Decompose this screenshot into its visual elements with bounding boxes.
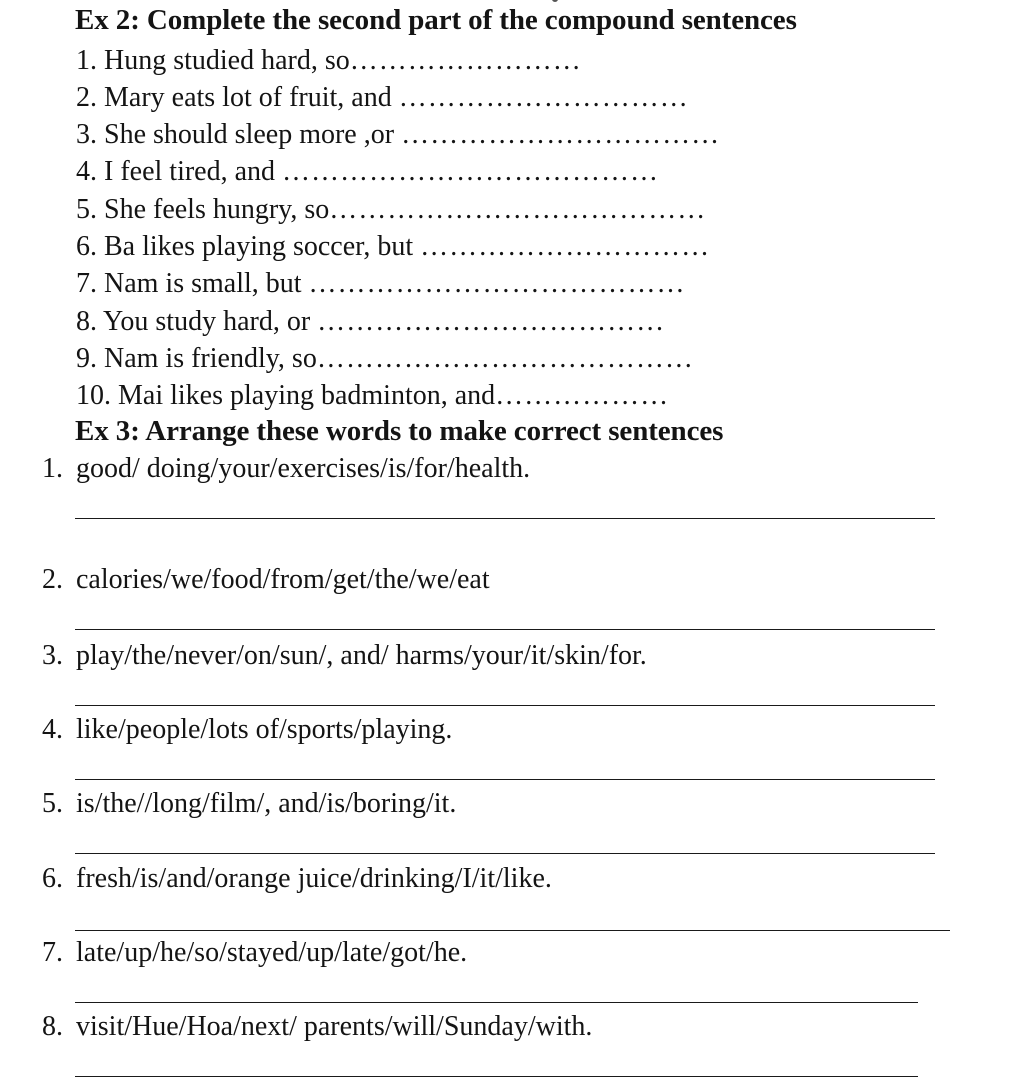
item-text: calories/we/food/from/get/the/we/eat: [76, 564, 490, 595]
compound-item-8: [76, 305, 665, 339]
item-text: She should sleep more ,or: [104, 119, 402, 150]
compound-item-9: [76, 342, 694, 376]
answer-line-6[interactable]: [75, 930, 950, 931]
answer-dots[interactable]: …………………………………: [329, 194, 707, 225]
item-text: late/up/he/so/stayed/up/late/got/he.: [76, 937, 468, 968]
item-number: 1.: [42, 453, 63, 484]
item-text: You study hard, or: [102, 306, 318, 337]
item-number: 8.: [42, 1011, 63, 1042]
ex3-heading: Ex 3: Arrange these words to make correct sentences: [75, 415, 724, 447]
arrange-item-1: [42, 452, 530, 486]
answer-line-7[interactable]: [75, 1002, 918, 1003]
arrange-item-7: [42, 936, 467, 970]
item-text: visit/Hue/Hoa/next/ parents/will/Sunday/with.: [76, 1011, 593, 1042]
item-text: Mary eats lot of fruit, and: [104, 82, 399, 113]
item-number: 4.: [42, 714, 63, 745]
item-text: is/the//long/film/, and/is/boring/it.: [76, 788, 457, 819]
answer-line-5[interactable]: [75, 853, 935, 854]
item-number: 2.: [76, 82, 97, 113]
answer-line-8[interactable]: [75, 1076, 918, 1077]
decorative-dot: [552, 0, 558, 2]
item-number: 2.: [42, 564, 63, 595]
answer-dots[interactable]: …………………………: [398, 82, 689, 113]
item-text: Ba likes playing soccer, but: [104, 231, 421, 262]
item-number: 3.: [42, 640, 63, 671]
answer-line-3[interactable]: [75, 705, 935, 706]
item-text: play/the/never/on/sun/, and/ harms/your/it/skin/for.: [76, 640, 647, 671]
compound-item-7: [76, 267, 686, 301]
compound-item-5: [76, 193, 706, 227]
compound-item-4: [76, 155, 659, 189]
item-text: Hung studied hard, so: [104, 45, 350, 76]
answer-dots[interactable]: …………………………: [420, 231, 711, 262]
compound-item-6: [76, 230, 710, 264]
item-text: good/ doing/your/exercises/is/for/health.: [76, 453, 531, 484]
item-number: 7.: [42, 937, 63, 968]
answer-dots[interactable]: ……………………………: [401, 119, 721, 150]
item-number: 6.: [42, 863, 63, 894]
item-number: 7.: [76, 268, 97, 299]
ex2-heading: Ex 2: Complete the second part of the compound sentences: [75, 4, 797, 36]
item-text: fresh/is/and/orange juice/drinking/I/it/like.: [76, 863, 552, 894]
item-number: 4.: [76, 156, 97, 187]
item-text: Nam is friendly, so: [104, 343, 317, 374]
item-number: 6.: [76, 231, 97, 262]
item-text: Nam is small, but: [104, 268, 309, 299]
compound-item-10: [76, 379, 669, 413]
answer-dots[interactable]: …………………………………: [308, 268, 686, 299]
item-number: 3.: [76, 119, 97, 150]
item-text: She feels hungry, so: [104, 194, 330, 225]
compound-item-1: [76, 44, 582, 78]
item-text: like/people/lots of/sports/playing.: [76, 714, 453, 745]
item-text: Mai likes playing badminton, and: [118, 380, 496, 411]
arrange-item-8: [42, 1010, 592, 1044]
answer-dots[interactable]: ………………: [495, 380, 670, 411]
item-number: 5.: [42, 788, 63, 819]
answer-line-2[interactable]: [75, 629, 935, 630]
item-text: I feel tired, and: [104, 156, 283, 187]
arrange-item-3: [42, 639, 647, 673]
arrange-item-4: [42, 713, 452, 747]
item-number: 9.: [76, 343, 97, 374]
arrange-item-6: [42, 862, 552, 896]
compound-item-3: [76, 118, 720, 152]
answer-dots[interactable]: ………………………………: [317, 306, 666, 337]
answer-dots[interactable]: …………………………………: [282, 156, 660, 187]
answer-line-4[interactable]: [75, 779, 935, 780]
answer-dots[interactable]: ……………………: [349, 45, 582, 76]
item-number: 8.: [76, 306, 97, 337]
arrange-item-2: [42, 563, 490, 597]
answer-dots[interactable]: …………………………………: [316, 343, 694, 374]
answer-line-1[interactable]: [75, 518, 935, 519]
item-number: 5.: [76, 194, 97, 225]
item-number: 10.: [76, 380, 111, 411]
compound-item-2: [76, 81, 689, 115]
item-number: 1.: [76, 45, 97, 76]
arrange-item-5: [42, 787, 456, 821]
